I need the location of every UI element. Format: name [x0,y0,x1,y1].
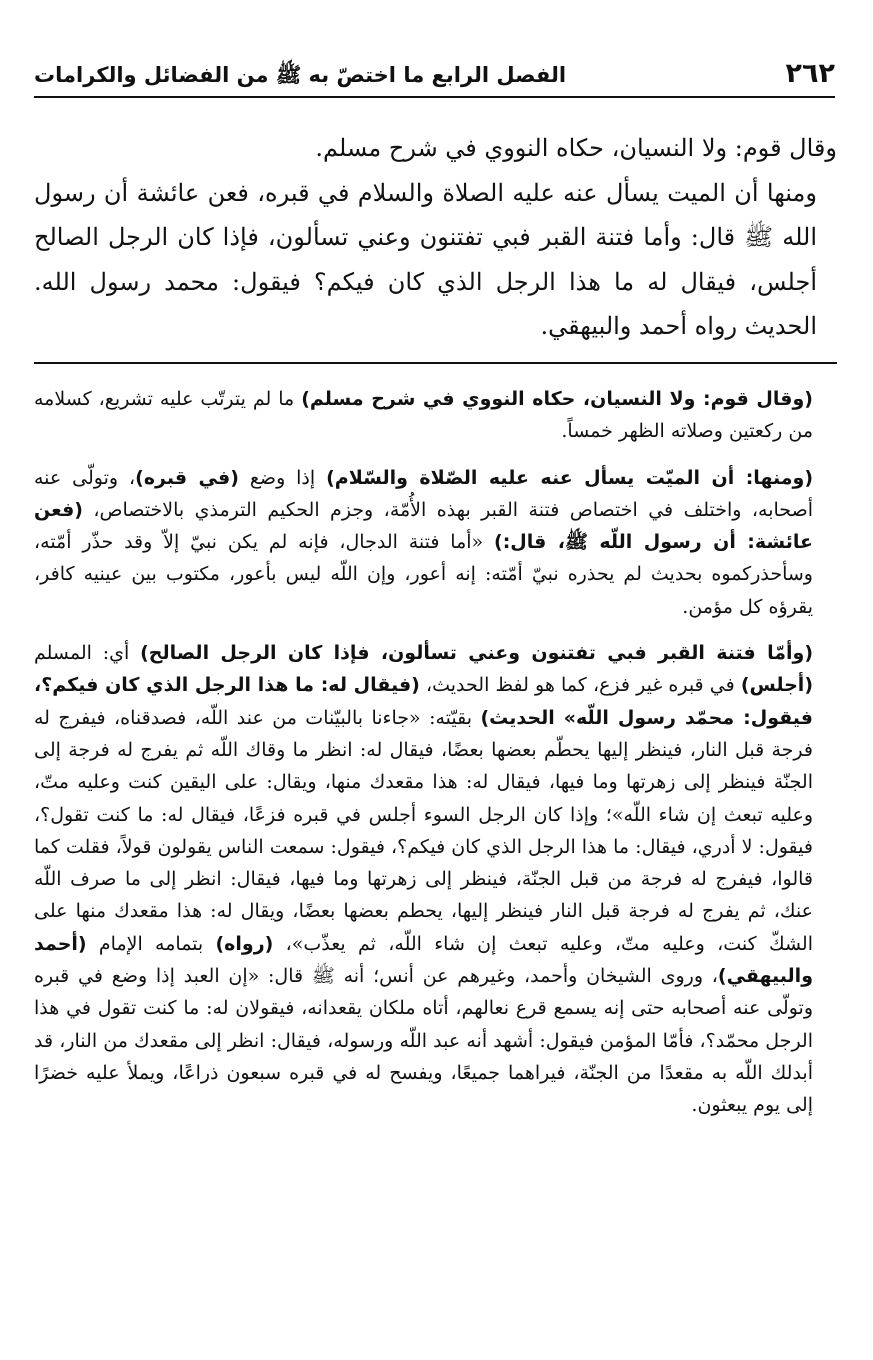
quoted-text: (أحمد والبيهقي) [34,932,813,988]
commentary-text: بقيّته: «جاءنا بالبيّنات من عند اللّه، فصدقناه، فيفرج له فرجة قبل النار، فينظر إليها يحطّم بعضها بعضًا، فيقال له: انظر ما وقاك اللّه ثم يفرج له فرجة إلى الجنّة فينظر إلى زهرتها وما فيها، فيقال له: هذا مقعدك منها، ويقال: على اليقين كنت وعليه متّ، وعليه تبعث إن شاء اللّه»؛ وإذا كان الرجل السوء أجلس في قبره فزعًا، فيقال له: ما كنت تقول؟، فيقول: لا أدري، فيقال: ما هذا الرجل الذي كان فيكم؟، فيقول: سمعت الناس يقولون قولاً، فقلت كما قالوا، فيفرج له فرجة من قبل الجنّة، فينظر إلى زهرتها وما فيها، فيقال: انظر إلى ما صرف اللّه عنك، ثم يفرج له فرجة قبل النار فينظر إليها، يحطم بعضها بعضًا، ويقال له: هذا مقعدك منها على الشكّ كنت، وعليه متّ، وعليه تبعث إن شاء اللّه، ثم يعذّب»، [34,706,814,955]
quoted-text: (في قبره) [135,466,239,489]
commentary-text: في قبره غير فزع، كما هو لفظ الحديث، [419,674,741,697]
quoted-text: (فعن عائشة: أن رسول اللّه ﷺ، قال:) [34,498,813,554]
page-number: ٢٦٢ [785,58,835,89]
commentary-text: ، وروى الشيخان وأحمد، وغيرهم عن أنس؛ أنه ﷺ قال: «إن العبد إذا وضع في قبره وتولّى عنه أصحابه حتى إنه يسمع قرع نعالهم، أتاه ملكان يقعدانه، فيقولان له: ما كنت تقول في هذا الرجل محمّد؟، فأمّا المؤمن فيقول: أشهد أنه عبد اللّه ورسوله، فيقال: انظر إلى مقعدك من النار، قد أبدلك اللّه به مقعدًا من الجنّة، فيراهما جميعًا، ويفسح له في قبره سبعون ذراعًا، ويملأ عليه خضرًا إلى يوم يبعثون. [34,965,813,1117]
quoted-text: (أجلس) [740,674,813,697]
quoted-text: (فيقال له: ما هذا الرجل الذي كان فيكم؟، فيقول: محمّد رسول اللّه» الحديث) [34,674,813,729]
commentary-paragraph-1 [34,383,837,448]
commentary-paragraph-3 [34,637,837,1121]
commentary-paragraph-2 [34,462,837,623]
main-paragraph-1: وقال قوم: ولا النسيان، حكاه النووي في شرح مسلم. [315,134,837,162]
commentary-text: أي: المسلم [34,642,141,665]
commentary [34,383,837,1122]
quoted-text: (وقال قوم: ولا النسيان، حكاه النووي في شرح مسلم) [301,388,813,410]
commentary-text: ما لم يترتّب عليه تشريع، كسلامه من ركعتين وصلاته الظهر خمساً. [34,388,813,443]
commentary-text: «أما فتنة الدجال، فإنه لم يكن نبيّ إلاّ وقد حذّر أمّته، وسأحذركموه بحديث لم يحذره نبيّ أمّته: إنه أعور، وإن اللّه ليس بأعور، مكتوب بين عينيه كافر، يقرؤه كل مؤمن. [34,531,813,618]
commentary-text: ، وتولّى عنه أصحابه، واختلف في اختصاص فتنة القبر بهذه الأُمّة، وجزم الحكيم الترمذي بالاختصاص، [34,466,813,521]
main-paragraph-2: ومنها أن الميت يسأل عنه عليه الصلاة والسلام في قبره، فعن عائشة أن رسول الله ﷺ قال: وأما فتنة القبر فبي تفتنون وعني تسألون، فإذا كان الرجل الصالح أجلس، فيقال له ما هذا الرجل الذي كان فيكم؟ فيقول: محمد رسول الله. الحديث رواه أحمد والبيهقي. [34,178,817,340]
main-text [34,126,837,349]
commentary-text: بتمامه الإمام [86,932,216,955]
quoted-text: (وأمّا فتنة القبر فبي تفتنون وعني تسألون، فإذا كان الرجل الصالح) [140,642,813,665]
quoted-text: (رواه) [215,932,274,955]
quoted-text: (ومنها: أن الميّت يسأل عنه عليه الصّلاة والسّلام) [326,466,813,489]
commentary-text: إذا وضع [238,466,327,489]
running-header [34,56,835,98]
chapter-title: الفصل الرابع ما اختصّ به ﷺ من الفضائل والكرامات [34,63,567,87]
section-divider [34,362,837,364]
